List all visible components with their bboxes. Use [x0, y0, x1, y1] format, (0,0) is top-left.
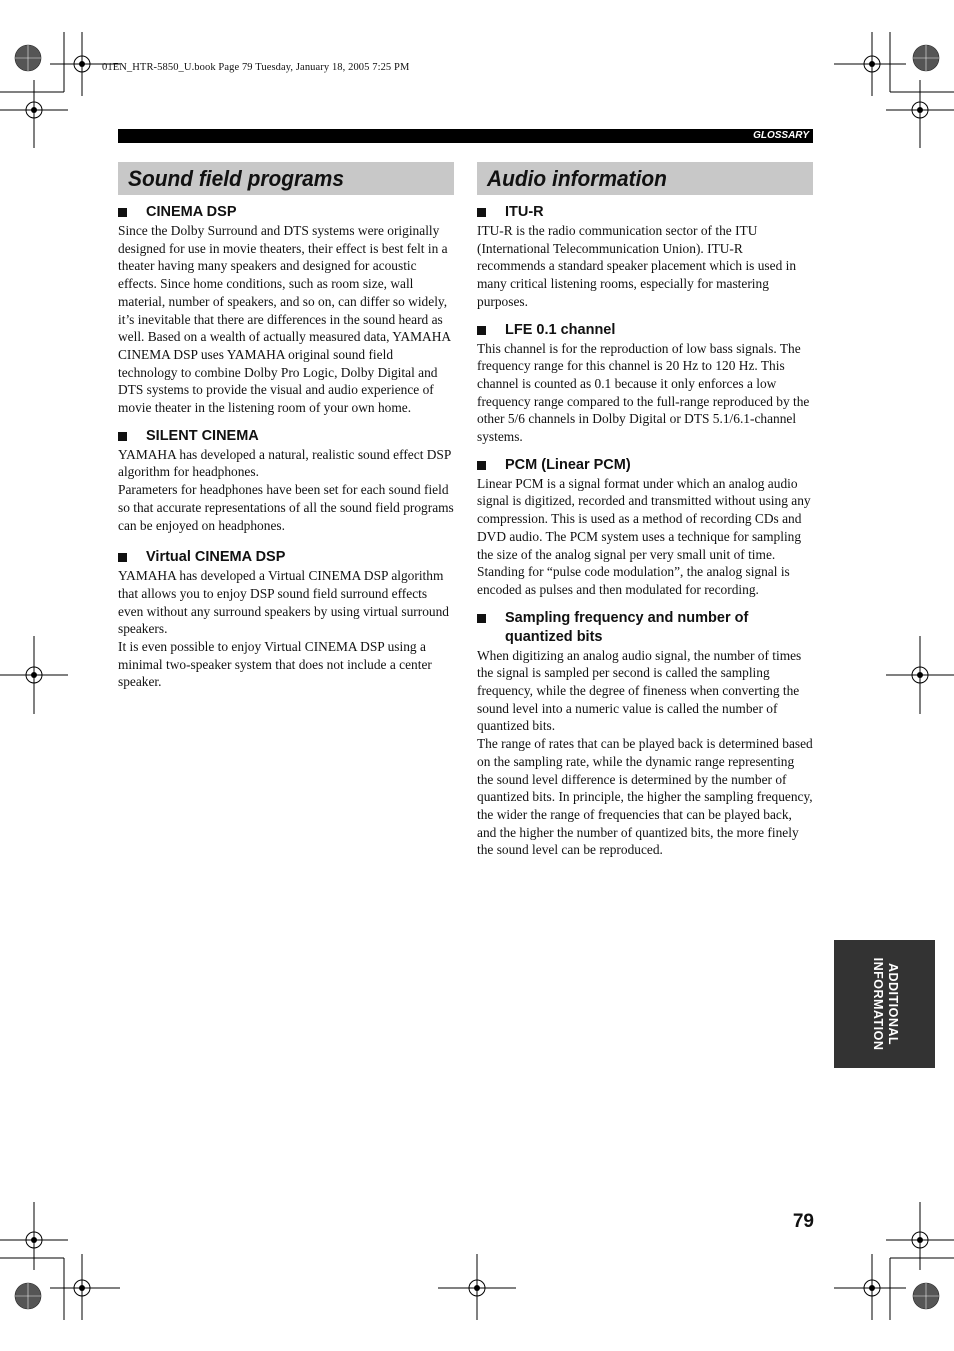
- entry-title-text: Sampling frequency and number of quantized bits: [505, 609, 749, 645]
- square-bullet-icon: [118, 432, 127, 441]
- glossary-entry-pcm: [477, 456, 813, 599]
- entry-paragraph: When digitizing an analog audio signal, the number of times the signal is sampled per second is called the sampling frequency, while the degree of fineness when converting the sound level into a numeric value is called the number of quantized bits.: [477, 647, 802, 734]
- section-title-sound-field: [118, 162, 454, 195]
- entry-title: [477, 456, 813, 475]
- glossary-entry-silent-cinema: [118, 427, 454, 535]
- entry-paragraph: Since the Dolby Surround and DTS systems were originally designed for use in movie theaters, their effect is best felt in a theater having many speakers and designed for acoustic effects. Since home conditions, such as room size, wall material, number of speakers, and so on, can differ so widely, it’s inevitable that there are differences in the sound heard as well. Based on a wealth of actually measured data, YAMAHA CINEMA DSP uses YAMAHA original sound field technology to combine Dolby Pro Logic, Dolby Digital and DTS systems to provide the visual and audio experience of movie theater in the listening room of your own home.: [118, 223, 451, 416]
- entry-title-text: Virtual CINEMA DSP: [146, 549, 286, 566]
- square-bullet-icon: [477, 614, 486, 623]
- side-tab-line-2: INFORMATION: [870, 957, 885, 1051]
- file-info-header: 01EN_HTR-5850_U.book Page 79 Tuesday, January 18, 2005 7:25 PM: [102, 62, 410, 73]
- entry-title-text: SILENT CINEMA: [146, 427, 259, 444]
- left-column: [118, 203, 454, 701]
- entry-title-text: LFE 0.1 channel: [505, 321, 616, 338]
- square-bullet-icon: [118, 553, 127, 562]
- entry-title: [477, 609, 813, 647]
- entry-paragraph: The range of rates that can be played back is determined based on the sampling rate, while the dynamic range representing the sound level difference is determined by the number of quantized bits. In principle, the higher the sampling frequency, the wider the range of frequencies that can be played back, and the higher the number of quantized bits, the more finely the sound level can be reproduced.: [477, 736, 813, 858]
- entry-paragraph: It is even possible to enjoy Virtual CINEMA DSP using a minimal two-speaker system that does not include a center speaker.: [118, 639, 432, 690]
- running-head: GLOSSARY: [753, 130, 809, 141]
- entry-title-text: ITU-R: [505, 204, 544, 220]
- section-title-text: Audio information: [487, 166, 667, 191]
- glossary-entry-lfe: [477, 321, 813, 446]
- section-title-audio-information: [477, 162, 813, 195]
- glossary-entry-virtual-cinema-dsp: [118, 548, 454, 691]
- entry-paragraph: YAMAHA has developed a natural, realistic sound effect DSP algorithm for headphones.: [118, 446, 451, 480]
- entry-title: [118, 427, 454, 446]
- entry-title-text: PCM (Linear PCM): [505, 456, 631, 473]
- entry-title: [118, 203, 454, 222]
- entry-paragraph: ITU-R is the radio communication sector of the ITU (International Telecommunication Union). ITU-R recommends a standard speaker placement which is used in many critical listening rooms, especially for mastering purposes.: [477, 223, 797, 309]
- entry-title: [477, 203, 813, 222]
- entry-title: [477, 321, 813, 340]
- entry-paragraph: YAMAHA has developed a Virtual CINEMA DSP algorithm that allows you to enjoy DSP sound field surround effects even without any surround speakers by using virtual surround speakers.: [118, 568, 449, 637]
- side-tab-label: [870, 958, 900, 1051]
- square-bullet-icon: [477, 326, 486, 335]
- entry-paragraph: Parameters for headphones have been set for each sound field so that accurate representations of all the sound field programs can be enjoyed on headphones.: [118, 482, 454, 533]
- side-tab-additional-information: [834, 940, 935, 1068]
- square-bullet-icon: [118, 208, 127, 217]
- square-bullet-icon: [477, 208, 486, 217]
- entry-title-text: CINEMA DSP: [146, 204, 237, 220]
- right-column: [477, 203, 813, 869]
- side-tab-line-1: ADDITIONAL: [885, 962, 900, 1046]
- glossary-entry-sampling-frequency: [477, 609, 813, 859]
- page-number: 79: [792, 1211, 814, 1232]
- entry-paragraph: This channel is for the reproduction of low bass signals. The frequency range for this channel is 20 Hz to 120 Hz. This channel is counted as 0.1 because it only enforces a low frequency range compared to the full-range reproduced by the other 5/6 channels in Dolby Digital or DTS 5.1/6.1-channel systems.: [477, 340, 810, 445]
- entry-paragraph: Linear PCM is a signal format under which an analog audio signal is digitized, recorded and transmitted without using any compression. This is used as a method of recording CDs and DVD audio. The PCM system uses a technique for sampling the size of the analog signal per very small unit of time. Standing for “pulse code modulation”, the analog signal is encoded as pulses and then modulated for recording.: [477, 475, 811, 597]
- square-bullet-icon: [477, 461, 486, 470]
- running-head-bar: [118, 129, 813, 143]
- entry-title: [118, 548, 454, 567]
- section-title-text: Sound field programs: [128, 166, 344, 191]
- glossary-entry-cinema-dsp: [118, 203, 454, 417]
- glossary-entry-itu-r: [477, 203, 813, 311]
